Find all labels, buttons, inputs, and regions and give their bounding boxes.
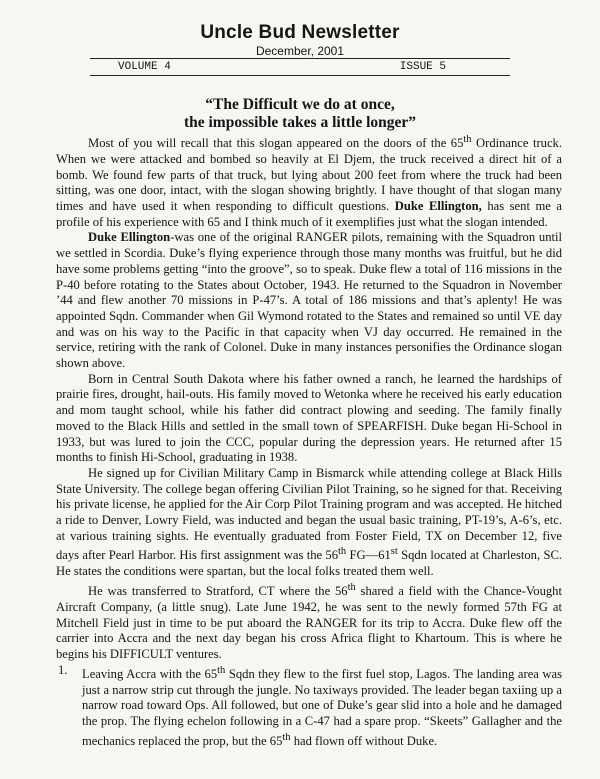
p1-text-b: Ordinance truck. When we were attacked and bombed so heavily at El Djem, the truck received a direct hit of a bomb. We found few parts of that truck, but lying about 200 feet from where the truck had been sitting, was one door, intact, with the slogan showing brightly. I have thought of that slogan many times and have used it when responding to difficult questions. (56, 136, 562, 213)
newsletter-title: Uncle Bud Newsletter (200, 22, 400, 43)
paragraph-4 (56, 466, 562, 580)
p4-sup: th (338, 546, 347, 558)
p2-name: Duke Ellington (88, 230, 171, 245)
p4-sup-2: st (390, 546, 398, 558)
issue-label: ISSUE 5 (399, 61, 446, 73)
p4-text-a: He signed up for Civilian Military Camp in Bismarck while attending college at Black Hills State University. The college began offering Civilian Pilot Training, so he signed for that. Receiving his private license, he applied for the Air Corp Pilot Training program and was accepted. He hitched a ride to Denver, Lowry Field, was inducted and began the usual basic training, PT-19’s, A-6’s, etc. at various training sights. He eventually graduated from Foster Field, TX on December 12, five days after Pearl Harbor. His first assignment was the 56 (56, 465, 562, 563)
li1-sup-2: th (282, 731, 291, 743)
list-item (56, 663, 562, 750)
p1-name: Duke Ellington, (394, 199, 482, 213)
p1-text-a: Most of you will recall that this slogan appeared on the doors of the 65 (88, 136, 464, 151)
li1-text-c: had flown off without Duke. (290, 733, 438, 748)
heading-line-1: “The Difficult we do at once, (205, 96, 395, 113)
article-heading (0, 96, 600, 132)
paragraph-3: Born in Central South Dakota where his father owned a ranch, he learned the hardships of prairie fires, drought, hail-outs. His family moved to Wetonka where he received his early education and mom taught school, while his father did contract plowing and seeding. The family finally moved to the Black Hills and settled in the small town of SPEARFISH. Duke began Hi-School in 1933, but was lured to join the CCC, popular during the depression years. He returned after 15 months to finish Hi-School, graduating in 1938. (56, 371, 562, 465)
p1-sup: th (463, 134, 472, 145)
article-body (56, 132, 562, 750)
li1-sup: th (217, 664, 226, 676)
volume-label: VOLUME 4 (118, 61, 171, 73)
p5-text-b: shared a field with the Chance-Vought Aircraft Company, (a little snug). Late June 1942, he was sent to the newly formed 57th FG at Mitchell Field just in time to be put aboard the RANGER for its trip to Accra. Duke flew off the carrier into Accra and the next day began his cross Africa flight to Khartoum. This is where he begins his DIFFICULT ventures. (56, 584, 562, 662)
volume-issue-bar (90, 58, 510, 76)
p1-text-c: has sent me a profile of his experience with 65 and I think much of it exemplifies just what the slogan intended. (56, 199, 562, 229)
paragraph-1 (56, 132, 562, 230)
list-item-number: 1. (58, 662, 68, 677)
heading-line-2: the impossible takes a little longer” (183, 114, 417, 131)
p5-text-a: He was transferred to Stratford, CT where the 56 (88, 584, 348, 599)
paragraph-2 (56, 230, 562, 371)
li1-text-b: Sqdn they flew to the first fuel stop, Lagos. The landing area was just a narrow strip cut through the jungle. No taxiways provided. The leader began taxiing up a narrow road toward Ops. All followed, but one of Duke’s gear slid into a hole and he damaged the prop. The flying echelon following in a C-47 had a spare prop. “Skeets” Gallagher and the mechanics replaced the prop, but the 65 (82, 666, 562, 748)
newsletter-date: December, 2001 (255, 44, 345, 58)
p5-sup: th (347, 582, 356, 594)
li1-text-a: Leaving Accra with the 65 (82, 666, 218, 681)
p4-text-b: FG—61 (346, 548, 391, 563)
p4-text-c: Sqdn located at Charleston, SC. He states the conditions were spartan, but the local folks treated them well. (56, 548, 563, 579)
paragraph-5 (56, 580, 562, 663)
p2-text: -was one of the original RANGER pilots, remaining with the Squadron until we settled in Scordia. Duke’s flying experience through those many months was fruitful, but he did have some problems getting “into the groove”, so to speak. Duke flew a total of 116 missions in the P-40 before rotating to the States about October, 1943. He returned to the Squadron in November ’44 and flew another 70 missions in P-47’s. A total of 186 missions and that’s aplenty! He was appointed Sqdn. Commander when Gil Wymond rotated to the States and remained so until VE day and was on his way to the Pacific in that capacity when VJ day occurred. He remained in the service, retiring with the rank of Colonel. Duke in many instances personifies the Ordinance slogan shown above. (56, 230, 562, 371)
numbered-list (56, 663, 562, 750)
